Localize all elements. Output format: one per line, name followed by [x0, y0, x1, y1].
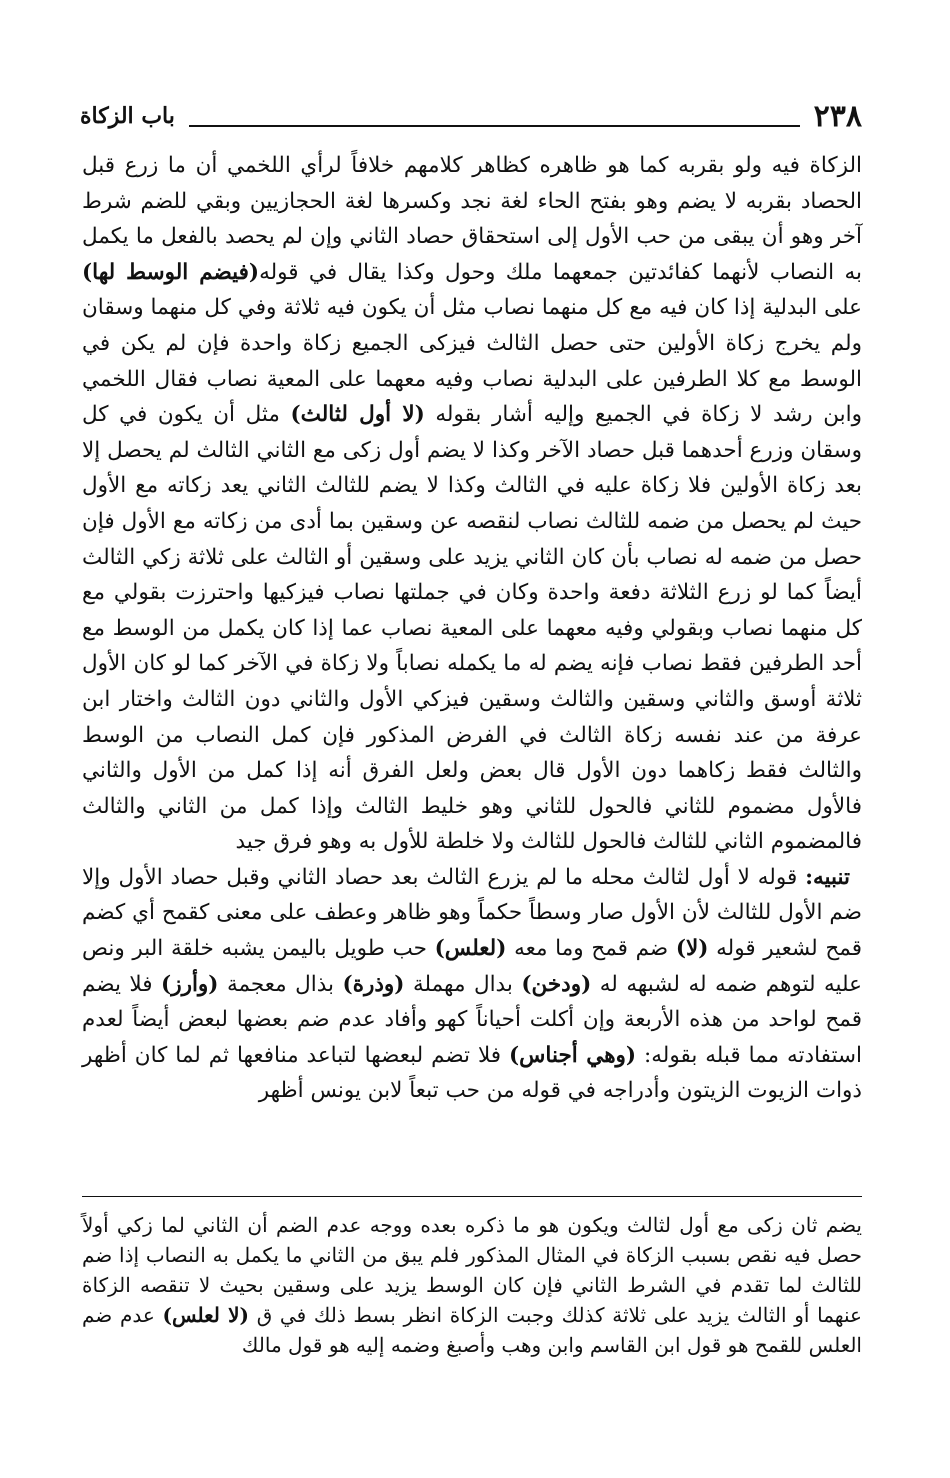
- page-number: ٢٣٨: [813, 98, 862, 134]
- page-header: [80, 96, 862, 136]
- text-segment: فلا تضم لبعضها لتباعد منافعها ثم لما كان أظهر ذوات الزيوت الزيتون وأدراجه في قوله من حب تبعاً لابن يونس أظهر: [82, 1042, 862, 1104]
- paragraph-1: [82, 148, 862, 860]
- text-segment: قوله لا أول لثالث محله ما لم يزرع الثالث بعد حصاد الثاني وقبل حصاد الأول وإلا ضم الأول للثالث لأن الأول صار وسطاً حكماً وهو ظاهر وعطف على معنى كقمح أي كضم قمح لشعير قوله: [82, 864, 863, 962]
- quoted-matn: (فيضم الوسط لها): [82, 259, 260, 285]
- quoted-matn: (ودخن): [521, 971, 592, 997]
- main-text: [82, 148, 862, 1109]
- text-segment: يضم ثان زكى مع أول لثالث ويكون هو ما ذكره بعده ووجه عدم الضم أن الثاني لما زكي أولاً حصل فيه نقص بسبب الزكاة في المثال المذكور فلم يبق من الثاني ما يكمل به النصاب إذا ضم للثالث لما تقدم في الشرط الثاني فإن كان الوسط يزيد على وسقين بحيث لا تنقصه الزكاة عنهما أو الثالث يزيد على ثلاثة كذلك وجبت الزكاة انظر بسط ذلك في ق: [82, 1213, 862, 1327]
- footnote-separator: [82, 1196, 862, 1197]
- paragraph-2: [82, 860, 862, 1109]
- text-segment: بذال معجمة: [218, 971, 343, 997]
- text-segment: فلا يضم قمح لواحد من هذه الأربعة وإن أكلت أحياناً كهو وأفاد عدم ضم بعضها لبعض أيضاً لعدم استفادته مما قبله بقوله:: [82, 971, 862, 1068]
- text-segment: حب طويل باليمن يشبه خلقة البر ونص عليه لتوهم ضمه له لشبهه له: [82, 936, 862, 997]
- quoted-matn: (وذرة): [342, 971, 405, 997]
- chapter-title: باب الزكاة: [80, 103, 175, 129]
- quoted-matn: (لا أول لثالث): [290, 402, 425, 428]
- text-segment: مثل أن يكون في كل وسقان وزرع أحدهما قبل حصاد الآخر وكذا لا يضم أول زكى مع الثاني الثالث لم يحصل إلا بعد زكاة الأولين فلا زكاة عليه في الثالث وكذا لا يضم للثالث الثاني يعد زكاته مع الأول حيث لم يحصل من ضمه للثالث نصاب لنقصه عن وسقين بما أدى من زكاته مع الأول فإن حصل من ضمه له نصاب بأن كان الثاني يزيد على وسقين أو الثالث على ثلاثة زكي الثالث أيضاً كما لو زرع الثلاثة دفعة واحدة وكان في جملتها نصاب فيزكيها واحترزت بقولي مع كل منهما نصاب وبقولي وفيه معهما على المعية نصاب عما إذا كان يكمل من الوسط مع أحد الطرفين فقط نصاب فإنه يضم له ما يكمله نصاباً ولا زكاة في الآخر كما لو كان الأول ثلاثة أوسق والثاني وسقين والثالث وسقين فيزكي الأول والثاني دون الثالث واختار ابن عرفة من عند نفسه زكاة الثالث في الفرض المذكور فإن كمل النصاب من الوسط والثالث فقط زكاهما دون الأول قال بعض ولعل الفرق أنه إذا كمل من الأول والثاني فالأول مضموم للثاني فالحول للثاني وهو خليط الثالث وإذا كمل من الثاني والثالث فالمضموم الثاني للثالث فالحول للثالث ولا خلطة للأول به وهو فرق جيد: [82, 402, 862, 855]
- text-segment: عدم ضم العلس للقمح هو قول ابن القاسم وابن وهب وأصبغ وضمه إليه هو قول مالك: [82, 1303, 862, 1357]
- text-segment: بدال مهملة: [404, 971, 522, 997]
- text-segment: ضم قمح وما معه: [506, 936, 676, 962]
- text-segment: الزكاة فيه ولو بقربه كما هو ظاهره كظاهر كلامهم خلافاً لرأي اللخمي أن ما زرع قبل الحصاد بقربه لا يضم وهو بفتح الحاء لغة نجد وكسرها لغة الحجازيين وبقي للضم شرط آخر وهو أن يبقى من حب الأول إلى استحقاق حصاد الثاني وإن لم يحصد بالفعل ما يكمل به النصاب لأنهما كفائدتين جمعهما ملك وحول وكذا يقال في قوله: [82, 153, 862, 285]
- note-label: تنبيه:: [805, 864, 850, 890]
- footnotes: [82, 1210, 862, 1360]
- footnote-paragraph: [82, 1210, 862, 1360]
- header-rule: [189, 125, 800, 127]
- quoted-matn: (وهي أجناس): [509, 1042, 637, 1068]
- quoted-matn: (وأرز): [161, 971, 219, 997]
- quoted-matn: (لا): [675, 936, 709, 962]
- quoted-matn: (لا لعلس): [162, 1303, 249, 1327]
- quoted-matn: (لعلس): [434, 936, 507, 962]
- text-segment: على البدلية إذا كان فيه مع كل منهما نصاب مثل أن يكون فيه ثلاثة وفي كل منهما وسقان ولم يخرج زكاة الأولين حتى حصل الثالث فيزكى الجميع زكاة واحدة فإن لم يكن في الوسط مع كلا الطرفين على البدلية نصاب وفيه معهما على المعية نصاب فقال اللخمي وابن رشد لا زكاة في الجميع وإليه أشار بقوله: [82, 295, 862, 428]
